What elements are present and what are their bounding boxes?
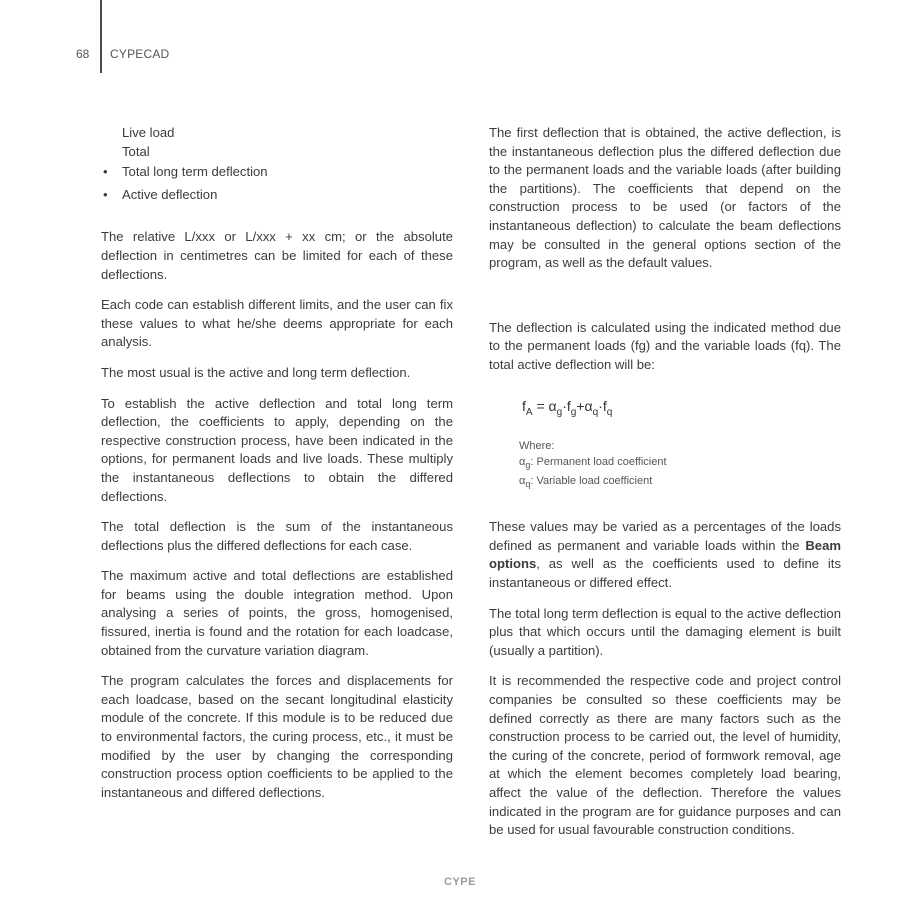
page-number: 68 bbox=[76, 47, 90, 61]
bullet-text: Active deflection bbox=[122, 186, 218, 202]
paragraph: The relative L/xxx or L/xxx + xx cm; or the absolute deflection in centimetres can be limited for each of these deflections. bbox=[101, 229, 453, 282]
bullet-item bbox=[101, 163, 453, 182]
formula-legend bbox=[519, 438, 841, 492]
beam-options-term: Beam options bbox=[489, 537, 841, 572]
footer-brand: CYPE bbox=[444, 876, 476, 888]
bullet-item bbox=[101, 186, 453, 205]
bullet-icon: • bbox=[103, 186, 108, 202]
sub-item-total: Total bbox=[122, 143, 150, 159]
paragraph: The maximum active and total deflections are established for beams using the double integration method. Upon analysing a series of points, the gross, homogenised, fissured, inertia is found and the rotation for each loadcase, obtained from the curvature variation diagram. bbox=[101, 568, 453, 658]
bullet-text: Total long term deflection bbox=[122, 164, 268, 180]
paragraph: The first deflection that is obtained, the active deflection, is the instantaneous deflection plus the differed deflection due to the permanent loads and the variable loads (after building the partitions). The coefficients that depend on the construction process to be used (or factors of the instantaneous deflection) to calculate the beam deflections may be consulted in the general options section of the program, as well as the default values. bbox=[489, 125, 841, 271]
paragraph: The total deflection is the sum of the instantaneous deflections plus the differed deflections for each case. bbox=[101, 519, 453, 553]
paragraph: The program calculates the forces and displacements for each loadcase, based on the secant longitudinal elasticity module of the concrete. If this module is to be reduced due to environmental factors, the curing process, etc., it must be modified by the user by changing the corresponding construction process option coefficients to be applied to the instantaneous and differed deflections. bbox=[101, 673, 453, 800]
paragraph: The total long term deflection is equal to the active deflection plus that which occurs until the damaging element is built (usually a partition). bbox=[489, 605, 841, 658]
paragraph: The deflection is calculated using the indicated method due to the permanent loads (fg) and the variable loads (fq). The total active deflection will be: bbox=[489, 319, 841, 372]
bullet-icon: • bbox=[103, 164, 108, 180]
right-column bbox=[489, 124, 841, 852]
header-divider bbox=[100, 0, 102, 73]
sub-item-live-load: Live load bbox=[122, 125, 175, 140]
paragraph: It is recommended the respective code and project control companies be consulted so these coefficients may be defined correctly as there are many factors such as the construction process to be carried out, the level of humidity, the curing of the concrete, period of formwork removal, age at which the element becomes completely load bearing, affect the value of the deflection. Therefore the values indicated in the program are for guidance purposes and can be used for usual favourable construction conditions. bbox=[489, 673, 841, 838]
paragraph: These values may be varied as a percentages of the loads defined as permanent and variable loads within the Beam options, as well as the coefficients used to define its instantaneous or differed effect. bbox=[489, 519, 841, 591]
deflection-formula: $f_A = \alpha_g\cdot f_g+\alpha_q\cdot f_q$ bbox=[522, 397, 613, 418]
legend-alpha-q: $\alpha_q$: Variable load coefficient bbox=[519, 475, 653, 490]
left-column bbox=[101, 124, 453, 814]
paragraph: The most usual is the active and long term deflection. bbox=[101, 364, 411, 380]
paragraph: Each code can establish different limits, and the user can fix these values to what he/she deems appropriate for each analysis. bbox=[101, 297, 453, 350]
paragraph: To establish the active deflection and total long term deflection, the coefficients to apply, depending on the respective construction process, have been indicated in the options, for permanent loads and live loads. These multiply the instantaneous deflections to obtain the differed deflections. bbox=[101, 395, 453, 504]
legend-label: Where: bbox=[519, 439, 555, 452]
legend-alpha-g: $\alpha_g$: Permanent load coefficient bbox=[519, 455, 667, 471]
running-header-title: CYPECAD bbox=[110, 47, 170, 61]
